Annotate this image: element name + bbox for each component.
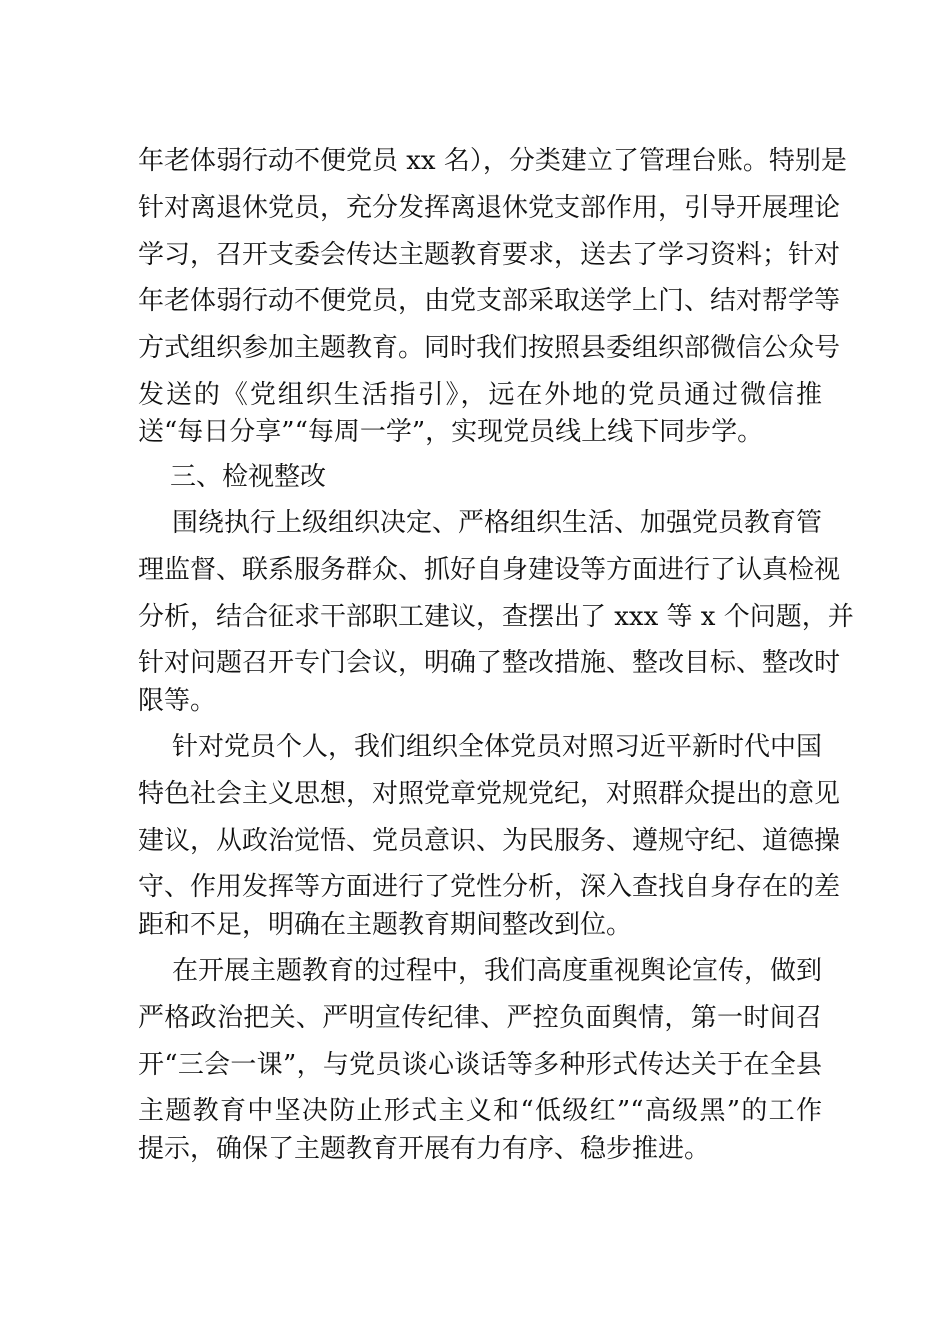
text-line: 方式组织参加主题教育。同时我们按照县委组织部微信公众号 (138, 333, 841, 363)
text-line: 严格政治把关、严明宣传纪律、严控负面舆情，第一时间召 (138, 1003, 822, 1033)
text-line: 年老体弱行动不便党员 xx 名），分类建立了管理台账。特别是 (138, 146, 847, 176)
text-line: 理监督、联系服务群众、抓好自身建设等方面进行了认真检视 (138, 555, 841, 585)
section-heading: 三、检视整改 (170, 462, 327, 492)
text-line: 开“三会一课”，与党员谈心谈话等多种形式传达关于在全县 (138, 1050, 822, 1080)
text-line: 年老体弱行动不便党员，由党支部采取送学上门、结对帮学等 (138, 286, 841, 316)
text-line: 送“每日分享”“每周一学”，实现党员线上线下同步学。 (138, 417, 764, 447)
text-line: 针对党员个人，我们组织全体党员对照习近平新时代中国 (172, 732, 823, 762)
text-line: 建议，从政治觉悟、党员意识、为民服务、遵规守纪、道德操 (138, 826, 841, 856)
text-line: 学习，召开支委会传达主题教育要求，送去了学习资料；针对 (138, 240, 841, 270)
text-line: 针对离退休党员，充分发挥离退休党支部作用，引导开展理论 (138, 193, 841, 223)
text-line: 特色社会主义思想，对照党章党规党纪，对照群众提出的意见 (138, 779, 841, 809)
text-line: 主题教育中坚决防止形式主义和“低级红”“高级黑”的工作 (138, 1096, 822, 1126)
text-line: 发送的《党组织生活指引》，远在外地的党员通过微信推 (138, 380, 822, 410)
text-line: 在开展主题教育的过程中，我们高度重视舆论宣传，做到 (172, 956, 823, 986)
text-line: 提示，确保了主题教育开展有力有序、稳步推进。 (138, 1134, 711, 1164)
text-line: 守、作用发挥等方面进行了党性分析，深入查找自身存在的差 (138, 872, 841, 902)
text-line: 围绕执行上级组织决定、严格组织生活、加强党员教育管 (172, 508, 823, 538)
text-line: 距和不足，明确在主题教育期间整改到位。 (138, 910, 633, 940)
text-line: 针对问题召开专门会议，明确了整改措施、整改目标、整改时 (138, 648, 841, 678)
text-line: 分析，结合征求干部职工建议，查摆出了 xxx 等 x 个问题，并 (138, 602, 854, 632)
text-line: 限等。 (138, 686, 217, 716)
